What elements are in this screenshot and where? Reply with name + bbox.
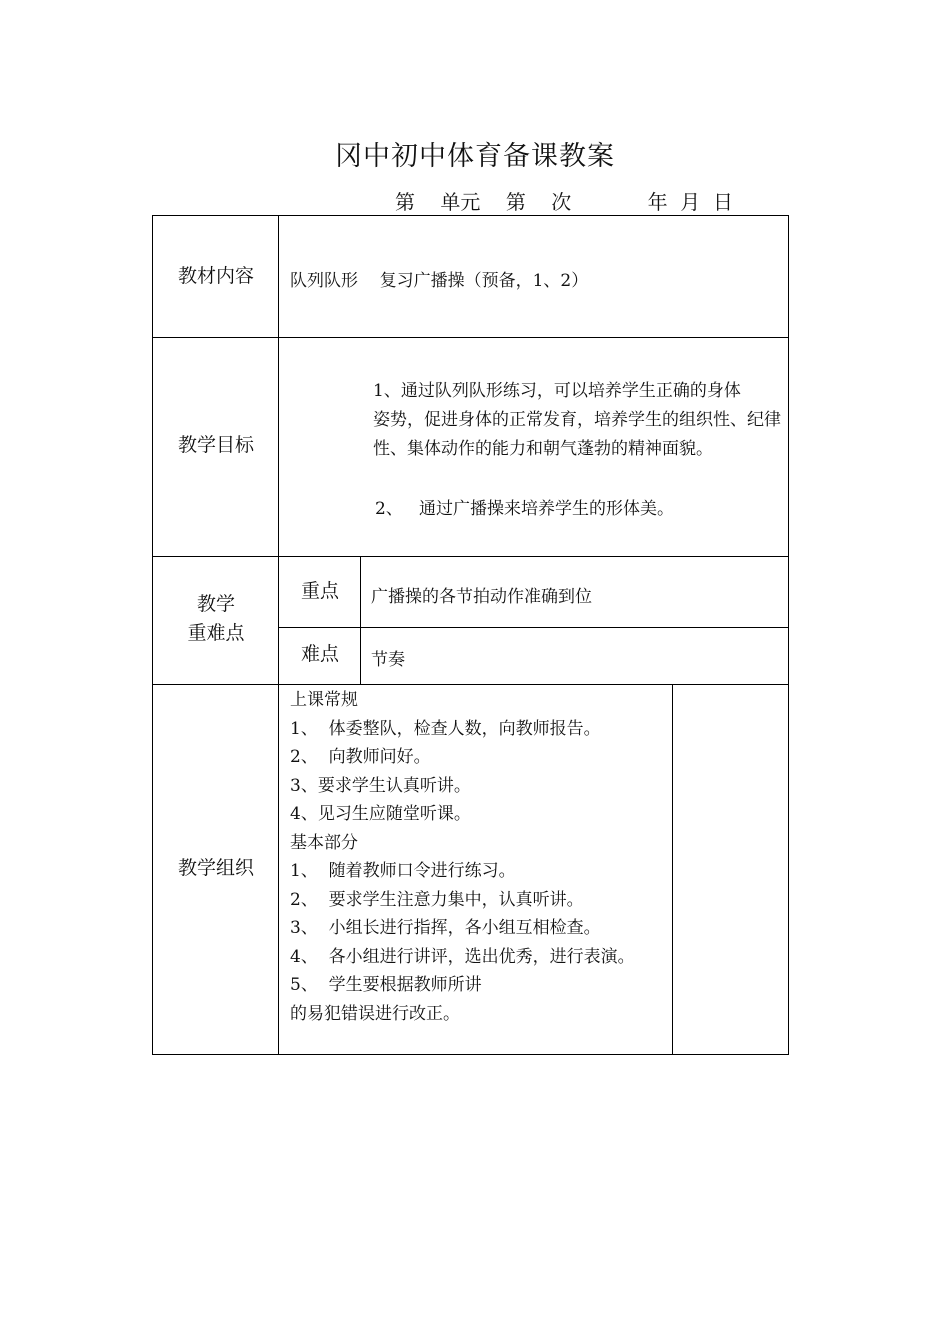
organization-line: 基本部分 [290, 832, 358, 853]
key-difficult-label-line2: 重难点 [187, 622, 245, 644]
organization-line: 2、 向教师问好。 [290, 747, 431, 767]
organization-line: 2、 要求学生注意力集中，认真听讲。 [290, 889, 584, 910]
organization-line: 1、 体委整队，检查人数，向教师报告。 [290, 718, 601, 739]
row-divider [279, 627, 788, 628]
objective-item-2: 2、 通过广播操来培养学生的形体美。 [375, 499, 675, 519]
row-divider [153, 684, 788, 685]
unit-date-line: 第 单元 第 次 年 月 日 [395, 190, 734, 214]
objectives-label: 教学目标 [177, 434, 254, 456]
difficult-point-label: 难点 [300, 643, 339, 665]
material-label: 教材内容 [177, 265, 254, 287]
objective-item-1-first-line: 1、通过队列队形练习，可以培养学生正确的身体 [373, 381, 741, 401]
organization-line: 3、要求学生认真听讲。 [290, 775, 471, 796]
key-point-label: 重点 [300, 580, 339, 602]
difficult-point-text: 节奏 [371, 650, 405, 670]
objective-item-1-rest: 姿势，促进身体的正常发育，培养学生的组织性、纪律性、集体动作的能力和朝气蓬勃的精神面貌。 [373, 410, 781, 459]
key-difficult-label [153, 590, 279, 648]
notes-column-divider [672, 684, 673, 1054]
material-content: 队列队形 复习广播操（预备，1、2） [290, 271, 589, 291]
row-divider [153, 556, 788, 557]
organization-line: 的易犯错误进行改正。 [290, 1003, 460, 1024]
organization-line: 3、 小组长进行指挥，各小组互相检查。 [290, 918, 601, 938]
organization-line: 5、 学生要根据教师所讲 [290, 975, 482, 995]
objective-item-1 [373, 377, 781, 464]
organization-line: 4、见习生应随堂听课。 [290, 804, 471, 824]
organization-line: 上课常规 [290, 690, 358, 710]
organization-content [290, 686, 635, 1028]
organization-line: 1、 随着教师口令进行练习。 [290, 861, 516, 881]
document-title: 冈中初中体育备课教案 [335, 141, 615, 172]
key-difficult-label-line1: 教学 [196, 593, 235, 615]
organization-line: 4、 各小组进行讲评，选出优秀，进行表演。 [290, 946, 635, 967]
lesson-plan-table [152, 215, 789, 1055]
organization-label: 教学组织 [177, 857, 254, 879]
row-divider [153, 337, 788, 338]
key-point-text: 广播操的各节拍动作准确到位 [371, 587, 592, 607]
